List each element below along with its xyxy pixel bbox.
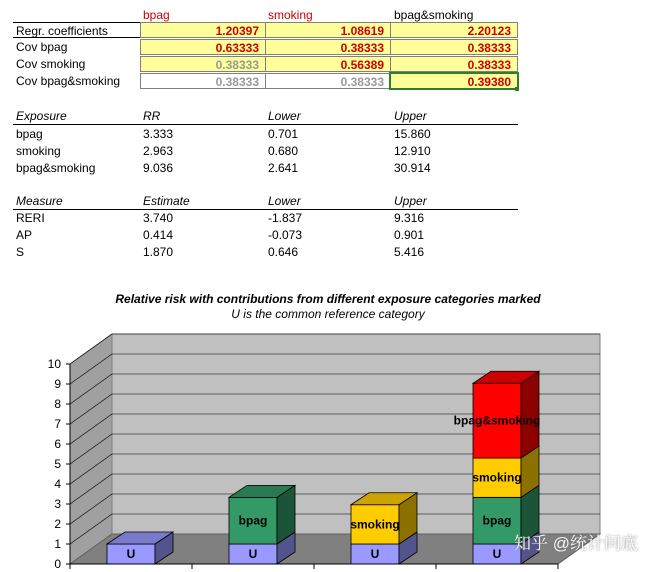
coef-cell[interactable]: 2.20123: [390, 22, 518, 38]
coef-cell[interactable]: 0.38333: [265, 73, 391, 89]
y-tick-label: 8: [54, 397, 61, 411]
exposure-cell: 2.963: [143, 144, 174, 158]
fill-handle[interactable]: [515, 87, 519, 91]
exposure-cell: bpag: [16, 127, 43, 141]
x-ticks: [70, 564, 558, 569]
chart-title: Relative risk with contributions from different exposure categories marked: [115, 292, 541, 306]
coef-cell[interactable]: 0.38333: [390, 39, 518, 55]
bar-segment-label: U: [126, 547, 136, 561]
measure-cell: -1.837: [268, 211, 303, 225]
y-tick-label: 7: [54, 417, 61, 431]
y-tick-label: 5: [54, 457, 61, 471]
measure-cell: 5.416: [394, 245, 425, 259]
exposure-cell: 9.036: [143, 161, 174, 175]
coef-header-bpag-smoking: bpag&smoking: [394, 8, 474, 22]
exposure-cell: 0.680: [268, 144, 299, 158]
upper-header: Upper: [394, 194, 427, 208]
exposure-cell: 30.914: [394, 161, 431, 175]
coef-cell[interactable]: 0.56389: [265, 56, 391, 72]
lower-header: Lower: [268, 194, 301, 208]
exposure-cell: 12.910: [394, 144, 431, 158]
coef-row-label: Cov bpag&smoking: [16, 74, 121, 88]
upper-header: Upper: [394, 109, 427, 123]
y-tick-labels: [48, 357, 70, 571]
selected-coef-cell[interactable]: 0.39380: [390, 73, 518, 89]
coef-cell[interactable]: 0.38333: [140, 73, 266, 89]
coef-row-label: Cov bpag: [16, 40, 68, 54]
coef-cell[interactable]: 1.08619: [265, 22, 391, 38]
bar-segment-label: bpag&smoking: [453, 413, 541, 428]
bar-stack: [229, 485, 295, 564]
exposure-cell: 3.333: [143, 127, 174, 141]
bar-segment-label: bpag: [482, 513, 512, 528]
y-tick-label: 9: [54, 377, 61, 391]
exposure-cell: bpag&smoking: [16, 161, 96, 175]
measure-cell: 0.414: [143, 228, 174, 242]
bar-segment-label: U: [370, 547, 380, 561]
coef-header-smoking: smoking: [268, 8, 313, 22]
measure-cell: 0.901: [394, 228, 425, 242]
estimate-header: Estimate: [143, 194, 190, 208]
bar-stack: [350, 493, 417, 564]
y-tick-label: 6: [54, 437, 61, 451]
chart-subtitle: U is the common reference category: [231, 307, 425, 321]
coef-header-bpag: bpag: [143, 8, 170, 22]
bar-segment-label: U: [248, 547, 258, 561]
y-tick-label: 4: [54, 477, 61, 491]
y-tick-label: 10: [47, 357, 61, 371]
measure-cell: AP: [16, 228, 33, 242]
y-tick-label: 2: [54, 517, 61, 531]
exposure-cell: 0.701: [268, 127, 299, 141]
exposure-cell: 2.641: [268, 161, 299, 175]
measure-header: Measure: [16, 194, 63, 208]
rr-header: RR: [143, 109, 161, 123]
measure-cell: -0.073: [268, 228, 303, 242]
measure-cell: RERI: [16, 211, 45, 225]
measure-cell: 9.316: [394, 211, 425, 225]
coef-cell[interactable]: 0.38333: [140, 56, 266, 72]
measure-cell: 3.740: [143, 211, 174, 225]
exposure-header-rule: [13, 124, 518, 125]
coef-row-label: Regr. coefficients: [13, 22, 140, 38]
bar-segment-label: bpag: [238, 513, 268, 528]
measure-header-rule: [13, 209, 518, 210]
coef-cell[interactable]: 1.20397: [140, 22, 266, 38]
measure-cell: 1.870: [143, 245, 174, 259]
exposure-cell: smoking: [16, 144, 61, 158]
watermark: 知乎 @统计问底: [514, 534, 638, 553]
exposure-header: Exposure: [16, 109, 67, 123]
coef-row-label: Cov smoking: [16, 57, 86, 71]
measure-cell: 0.646: [268, 245, 299, 259]
coef-cell[interactable]: 0.63333: [140, 39, 266, 55]
y-tick-label: 3: [54, 497, 61, 511]
coef-cell[interactable]: 0.38333: [390, 56, 518, 72]
y-tick-label: 0: [54, 557, 61, 571]
bar-segment-label: U: [492, 547, 502, 561]
bar-segment-label: smoking: [472, 470, 522, 485]
y-tick-label: 1: [54, 537, 61, 551]
exposure-cell: 15.860: [394, 127, 431, 141]
lower-header: Lower: [268, 109, 301, 123]
bar-segment-label: smoking: [350, 517, 400, 532]
measure-cell: S: [16, 245, 25, 259]
coef-cell[interactable]: 0.38333: [265, 39, 391, 55]
